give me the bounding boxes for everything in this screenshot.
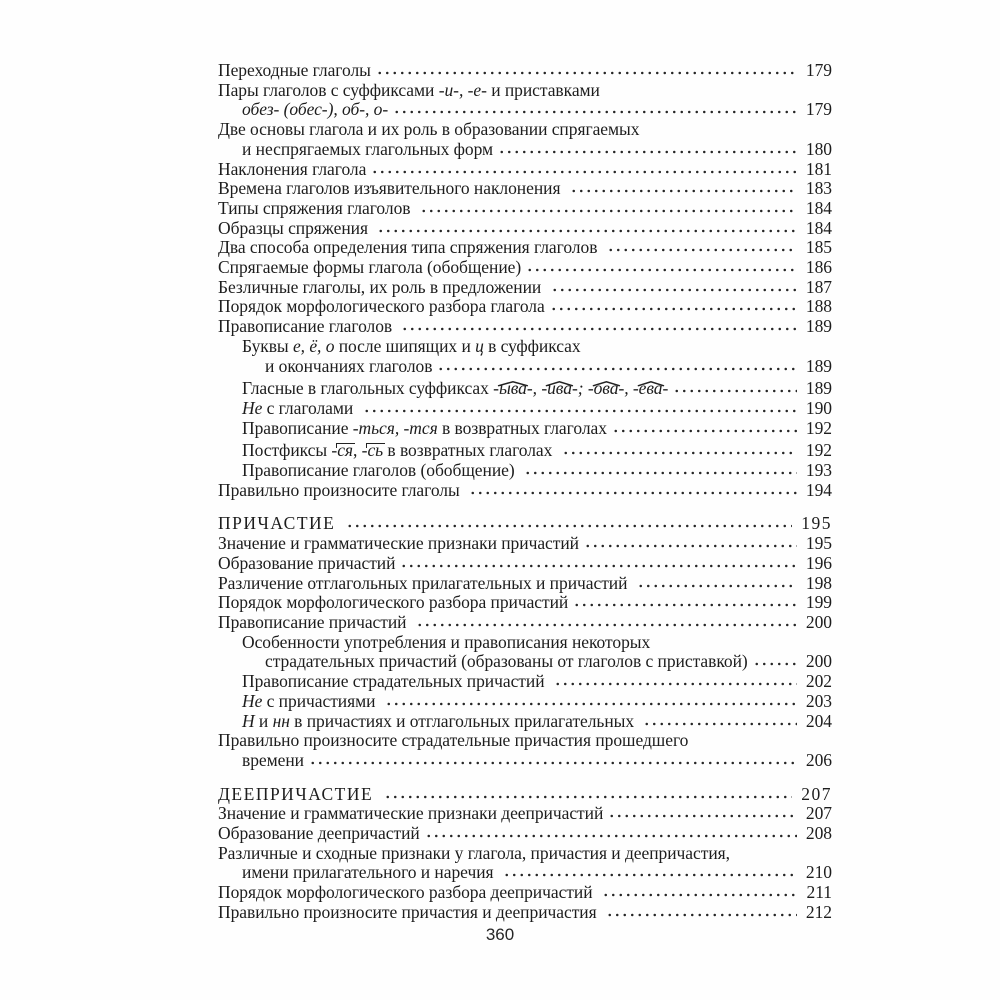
toc-page-ref: 199 bbox=[805, 592, 832, 613]
toc-entry-text bbox=[218, 81, 600, 101]
toc-entry-text bbox=[218, 219, 372, 239]
text-segment: Порядок морфологического разбора причастий bbox=[218, 592, 569, 613]
toc-entry-row bbox=[218, 863, 832, 883]
toc-entry-row bbox=[218, 219, 832, 239]
toc-page-ref: 207 bbox=[805, 803, 832, 824]
text-segment: -, bbox=[618, 378, 633, 399]
text-segment: Правильно произносите причастия и деепричастия bbox=[218, 901, 601, 922]
text-segment: и приставками bbox=[486, 79, 600, 100]
table-of-contents bbox=[218, 61, 832, 923]
dot-leader bbox=[584, 537, 797, 549]
toc-entry-text bbox=[218, 903, 601, 923]
dot-leader bbox=[643, 715, 796, 727]
text-segment: в причастиях и отглагольных прилагательных bbox=[289, 710, 639, 731]
dot-leader bbox=[393, 103, 797, 115]
toc-entry-text bbox=[242, 751, 304, 771]
toc-entry-text bbox=[242, 399, 358, 419]
toc-entry-row bbox=[218, 751, 832, 771]
text-segment: Правильно произносите глаголы bbox=[218, 479, 465, 500]
text-segment: -, bbox=[526, 378, 542, 399]
toc-entry-text bbox=[218, 554, 395, 574]
text-segment: - bbox=[331, 440, 338, 461]
text-segment: , bbox=[353, 440, 362, 461]
toc-entry-text bbox=[218, 179, 565, 199]
toc-entry-row bbox=[218, 633, 832, 653]
dot-leader bbox=[562, 444, 797, 456]
text-segment: после шипящих и bbox=[334, 335, 476, 356]
toc-page-ref: 195 bbox=[805, 533, 832, 554]
text-segment: Порядок морфологического разбора глагола bbox=[218, 296, 545, 317]
toc-page-ref: 193 bbox=[805, 460, 832, 481]
text-segment: - bbox=[361, 440, 368, 461]
dot-leader bbox=[554, 675, 797, 687]
dot-leader bbox=[753, 655, 797, 667]
dot-leader bbox=[363, 402, 797, 414]
toc-page-ref: 179 bbox=[805, 99, 832, 120]
toc-page-ref: 202 bbox=[805, 671, 832, 692]
toc-page-ref: 194 bbox=[805, 479, 832, 500]
toc-entry-row bbox=[218, 672, 832, 692]
toc-entry-text bbox=[242, 419, 607, 439]
toc-entry-row bbox=[218, 534, 832, 554]
toc-page-ref: 200 bbox=[805, 651, 832, 672]
text-segment: Образцы спряжения bbox=[218, 217, 373, 238]
toc-entry-text bbox=[265, 357, 432, 377]
toc-page-ref: 187 bbox=[805, 276, 832, 297]
toc-entry-text bbox=[242, 863, 498, 883]
toc-page-ref: 208 bbox=[805, 823, 832, 844]
toc-entry-row bbox=[218, 419, 832, 439]
dot-leader bbox=[437, 360, 796, 372]
dot-leader bbox=[385, 695, 797, 707]
toc-entry-row bbox=[218, 120, 832, 140]
dot-leader bbox=[612, 422, 797, 434]
toc-entry-text bbox=[218, 844, 730, 864]
text-segment: Безличные глаголы, их роль в предложении bbox=[218, 276, 546, 297]
text-segment: Буквы bbox=[242, 335, 293, 356]
text-segment: с причастиями bbox=[262, 690, 380, 711]
toc-entry-text bbox=[242, 441, 557, 461]
toc-entry-text bbox=[242, 461, 519, 481]
toc-page-ref: 186 bbox=[805, 257, 832, 278]
dot-leader bbox=[377, 222, 797, 234]
text-segment: в возвратных глаголах bbox=[383, 440, 557, 461]
toc-entry-text bbox=[218, 804, 603, 824]
text-segment: Образование деепричастий bbox=[218, 823, 420, 844]
text-segment: е, ё, о bbox=[292, 335, 335, 356]
toc-entry-text bbox=[265, 652, 748, 672]
toc-entry-row bbox=[218, 903, 832, 923]
toc-entry-text bbox=[218, 593, 568, 613]
text-segment: и bbox=[254, 710, 273, 731]
dot-leader bbox=[570, 182, 797, 194]
dot-leader bbox=[524, 464, 797, 476]
toc-entry-row bbox=[218, 140, 832, 160]
toc-entry-text bbox=[218, 120, 639, 140]
suffix-hat-mark: ыва bbox=[498, 378, 527, 399]
text-segment: Порядок морфологического разбора деепричастий bbox=[218, 882, 597, 903]
dot-leader bbox=[420, 202, 797, 214]
text-segment: ДЕЕПРИЧАСТИЕ bbox=[218, 783, 380, 804]
text-segment: имени прилагательного и наречия bbox=[242, 862, 498, 883]
text-segment: Переходные глаголы bbox=[218, 60, 371, 80]
toc-entry-text bbox=[218, 785, 379, 805]
toc-page-ref: 180 bbox=[805, 138, 832, 159]
toc-entry-text bbox=[218, 481, 464, 501]
toc-page-ref: 192 bbox=[805, 417, 832, 438]
toc-page-ref: 189 bbox=[805, 316, 832, 337]
postfix-overline-mark: сь bbox=[367, 440, 384, 461]
dot-leader bbox=[606, 906, 797, 918]
text-segment: - bbox=[662, 378, 669, 399]
dot-leader bbox=[608, 807, 797, 819]
toc-page-ref: 210 bbox=[805, 862, 832, 883]
toc-entry-row bbox=[218, 379, 832, 399]
toc-entry-text bbox=[218, 514, 341, 534]
toc-page-ref: 204 bbox=[805, 710, 832, 731]
toc-page-ref: 200 bbox=[805, 611, 832, 632]
toc-page-ref: 185 bbox=[805, 237, 832, 258]
toc-entry-row bbox=[218, 357, 832, 377]
text-segment: -; bbox=[571, 378, 588, 399]
dot-leader bbox=[526, 261, 797, 273]
dot-leader bbox=[400, 557, 796, 569]
toc-page-ref: 179 bbox=[805, 60, 832, 80]
toc-page-ref: 184 bbox=[805, 217, 832, 238]
dot-leader bbox=[376, 64, 797, 76]
toc-entry-row bbox=[218, 461, 832, 481]
toc-entry-row bbox=[218, 613, 832, 633]
text-segment: и неспрягаемых глагольных форм bbox=[242, 138, 494, 159]
toc-page-ref: 181 bbox=[805, 158, 832, 179]
toc-entry-text bbox=[218, 731, 688, 751]
toc-page-ref: 207 bbox=[801, 783, 832, 804]
toc-entry-text bbox=[218, 258, 521, 278]
toc-entry-row bbox=[218, 574, 832, 594]
text-segment: Правописание глаголов bbox=[218, 316, 397, 337]
suffix-hat-mark: ива bbox=[547, 378, 572, 399]
text-segment: Не bbox=[242, 397, 263, 418]
toc-page-ref: 183 bbox=[805, 178, 832, 199]
text-segment: Две основы глагола и их роль в образовании спрягаемых bbox=[218, 119, 640, 140]
toc-section-row bbox=[218, 514, 832, 534]
toc-entry-row bbox=[218, 712, 832, 732]
dot-leader bbox=[425, 827, 797, 839]
toc-entry-text bbox=[218, 613, 411, 633]
toc-section-row bbox=[218, 785, 832, 805]
dot-leader bbox=[309, 754, 797, 766]
toc-page-ref: 192 bbox=[805, 440, 832, 461]
text-segment: обез- (обес-), об-, о- bbox=[242, 99, 389, 120]
toc-entry-text bbox=[242, 100, 388, 120]
toc-entry-text bbox=[218, 160, 366, 180]
toc-page-ref: 189 bbox=[805, 378, 832, 399]
text-segment: Особенности употребления и правописания некоторых bbox=[242, 631, 651, 652]
dot-leader bbox=[371, 163, 797, 175]
toc-page-ref: 206 bbox=[805, 749, 832, 770]
dot-leader bbox=[503, 866, 797, 878]
toc-page-ref: 189 bbox=[805, 355, 832, 376]
toc-entry-text bbox=[218, 199, 415, 219]
toc-entry-row bbox=[218, 844, 832, 864]
toc-page-ref: 211 bbox=[806, 882, 832, 903]
toc-entry-text bbox=[218, 238, 602, 258]
toc-entry-row bbox=[218, 278, 832, 298]
text-segment: Правописание bbox=[242, 417, 353, 438]
dot-leader bbox=[469, 484, 797, 496]
dot-leader bbox=[384, 788, 792, 800]
toc-entry-row bbox=[218, 337, 832, 357]
toc-page-ref: 195 bbox=[801, 513, 832, 534]
text-segment: Образование причастий bbox=[218, 552, 396, 573]
text-segment: Времена глаголов изъявительного наклонения bbox=[218, 178, 565, 199]
text-segment: Постфиксы bbox=[242, 440, 332, 461]
text-segment: Правописание страдательных причастий bbox=[242, 671, 549, 692]
toc-page-ref: 190 bbox=[805, 397, 832, 418]
toc-entry-text bbox=[218, 278, 546, 298]
toc-entry-row bbox=[218, 804, 832, 824]
dot-leader bbox=[673, 382, 797, 394]
dot-leader bbox=[550, 300, 797, 312]
suffix-hat-mark: ева bbox=[638, 378, 663, 399]
toc-entry-row bbox=[218, 61, 832, 81]
text-segment: Типы спряжения глаголов bbox=[218, 197, 415, 218]
toc-entry-row bbox=[218, 692, 832, 712]
text-segment: Два способа определения типа спряжения глаголов bbox=[218, 237, 602, 258]
text-segment: Правописание причастий bbox=[218, 611, 411, 632]
toc-entry-row bbox=[218, 297, 832, 317]
suffix-hat-mark: ова bbox=[593, 378, 619, 399]
text-segment: -ться, -тся bbox=[352, 417, 438, 438]
toc-entry-row bbox=[218, 81, 832, 101]
postfix-overline-mark: ся bbox=[337, 440, 354, 461]
toc-entry-text bbox=[218, 574, 632, 594]
text-segment: Не bbox=[242, 690, 263, 711]
text-segment: ц bbox=[475, 335, 484, 356]
toc-entry-text bbox=[242, 672, 549, 692]
toc-entry-row bbox=[218, 481, 832, 501]
text-segment: Значение и грамматические признаки причастий bbox=[218, 533, 579, 554]
text-segment: - bbox=[541, 378, 548, 399]
text-segment: Различные и сходные признаки у глагола, причастия и деепричастия, bbox=[218, 842, 730, 863]
toc-entry-row bbox=[218, 399, 832, 419]
text-segment: Спрягаемые формы глагола (обобщение) bbox=[218, 257, 522, 278]
toc-entry-row bbox=[218, 317, 832, 337]
text-segment: Наклонения глагола bbox=[218, 158, 367, 179]
dot-leader bbox=[573, 596, 797, 608]
text-segment: с глаголами bbox=[262, 397, 358, 418]
toc-entry-text bbox=[242, 379, 668, 399]
toc-entry-text bbox=[242, 633, 650, 653]
toc-entry-row bbox=[218, 652, 832, 672]
text-segment: - bbox=[493, 378, 499, 399]
toc-entry-row bbox=[218, 883, 832, 903]
toc-entry-text bbox=[218, 534, 579, 554]
toc-entry-text bbox=[242, 712, 638, 732]
toc-entry-row bbox=[218, 731, 832, 751]
text-segment: страдательных причастий (образованы от глаголов с приставкой) bbox=[265, 651, 748, 672]
toc-entry-text bbox=[242, 337, 581, 357]
toc-entry-row bbox=[218, 179, 832, 199]
toc-page-ref: 212 bbox=[805, 901, 832, 922]
toc-entry-row bbox=[218, 258, 832, 278]
toc-entry-row bbox=[218, 100, 832, 120]
toc-page-ref: 198 bbox=[805, 572, 832, 593]
text-segment: -и-, -е- bbox=[438, 79, 487, 100]
toc-entry-text bbox=[218, 61, 371, 81]
dot-leader bbox=[346, 517, 792, 529]
text-segment: Пары глаголов с суффиксами bbox=[218, 79, 439, 100]
toc-entry-text bbox=[218, 317, 396, 337]
toc-entry-text bbox=[242, 692, 380, 712]
toc-entry-text bbox=[218, 297, 545, 317]
text-segment: Различение отглагольных прилагательных и причастий bbox=[218, 572, 632, 593]
text-segment: Значение и грамматические признаки деепричастий bbox=[218, 803, 604, 824]
text-segment: Н bbox=[242, 710, 255, 731]
toc-entry-row bbox=[218, 160, 832, 180]
toc-page-ref: 184 bbox=[805, 197, 832, 218]
toc-entry-row bbox=[218, 593, 832, 613]
dot-leader bbox=[607, 241, 797, 253]
toc-entry-row bbox=[218, 199, 832, 219]
text-segment: ПРИЧАСТИЕ bbox=[218, 513, 342, 534]
text-segment: - bbox=[587, 378, 594, 399]
text-segment: Правильно произносите страдательные причастия прошедшего bbox=[218, 730, 689, 751]
toc-entry-row bbox=[218, 824, 832, 844]
dot-leader bbox=[498, 143, 797, 155]
text-segment: Правописание глаголов (обобщение) bbox=[242, 460, 519, 481]
text-segment: нн bbox=[272, 710, 290, 731]
toc-page-ref: 188 bbox=[805, 296, 832, 317]
text-segment: - bbox=[632, 378, 639, 399]
text-segment: и окончаниях глаголов bbox=[265, 355, 433, 376]
toc-entry-text bbox=[242, 140, 493, 160]
toc-entry-row bbox=[218, 441, 832, 461]
text-segment: Гласные в глагольных суффиксах bbox=[242, 378, 494, 399]
dot-leader bbox=[602, 886, 798, 898]
toc-page-ref: 203 bbox=[805, 690, 832, 711]
text-segment: в возвратных глаголах bbox=[437, 417, 607, 438]
page-number-folio: 360 bbox=[485, 925, 515, 944]
toc-entry-text bbox=[218, 883, 597, 903]
toc-entry-row bbox=[218, 554, 832, 574]
toc-entry-text bbox=[218, 824, 420, 844]
text-segment: в суффиксах bbox=[483, 335, 581, 356]
dot-leader bbox=[637, 577, 797, 589]
toc-page-ref: 196 bbox=[805, 552, 832, 573]
text-segment: времени bbox=[242, 749, 305, 770]
dot-leader bbox=[416, 616, 797, 628]
toc-entry-row bbox=[218, 238, 832, 258]
dot-leader bbox=[401, 320, 796, 332]
dot-leader bbox=[551, 281, 797, 293]
